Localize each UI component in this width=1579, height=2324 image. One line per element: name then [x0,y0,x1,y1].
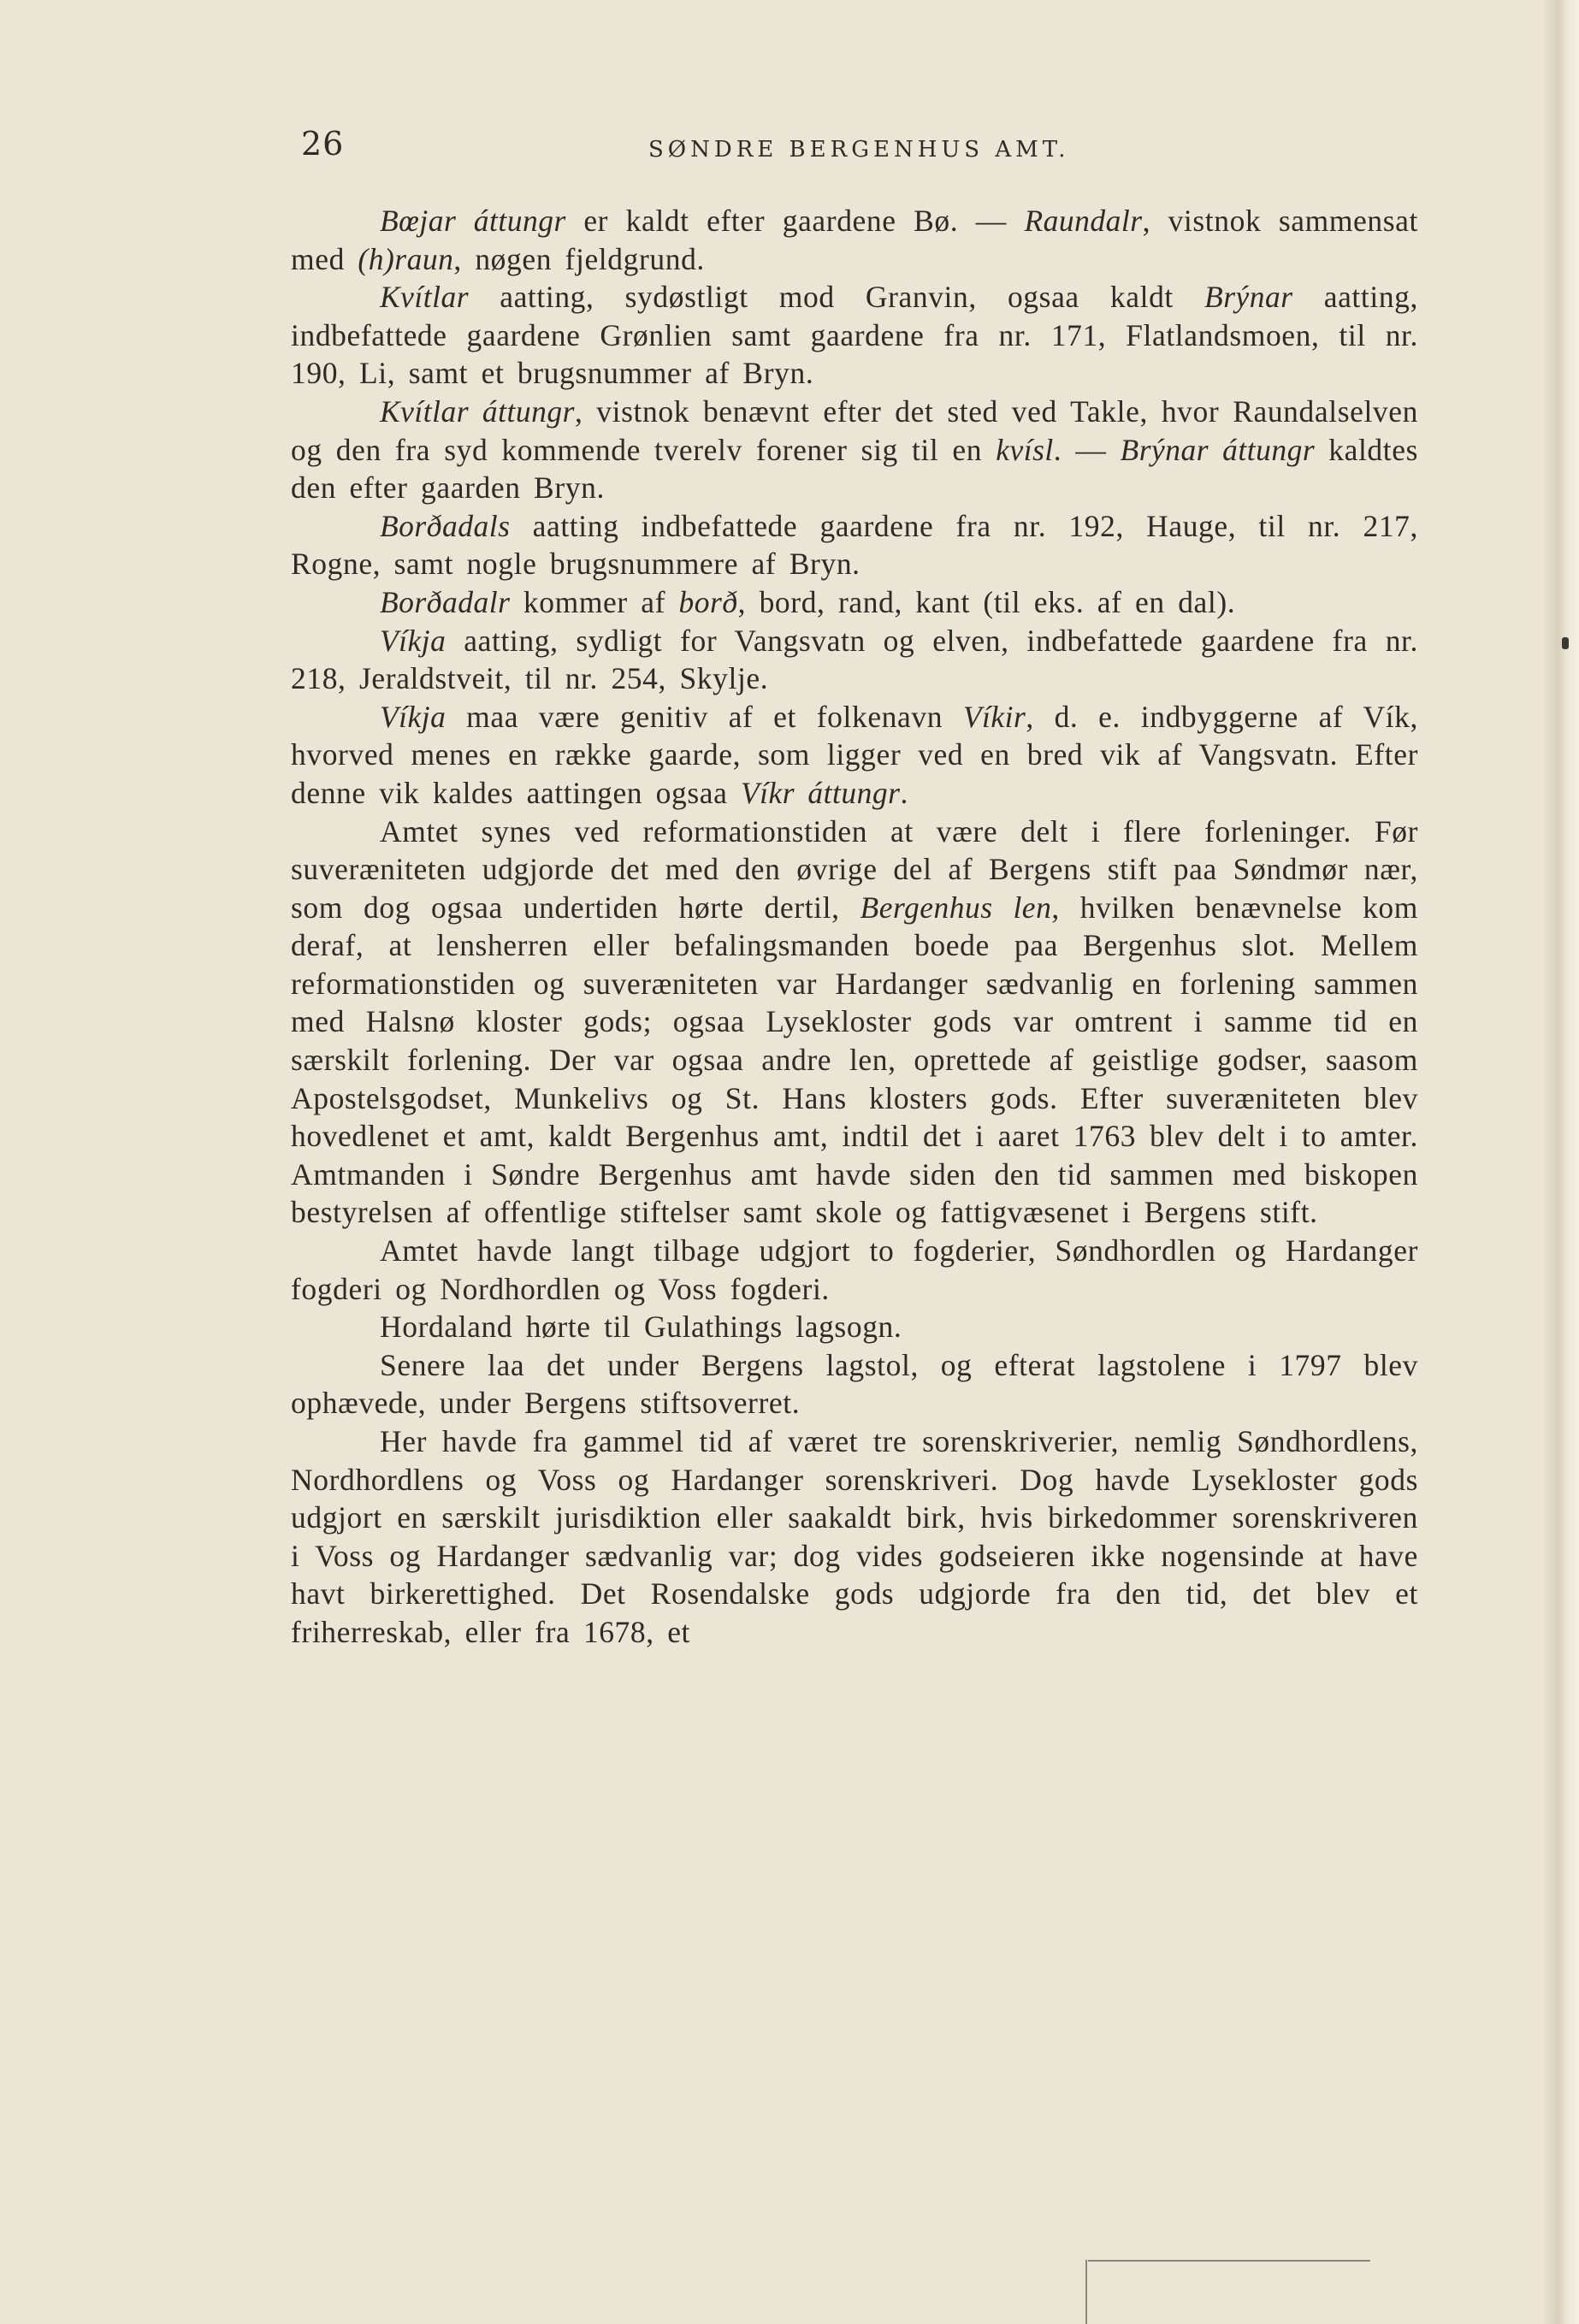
text-run: kaldtes den efter gaarden Bryn. [291,432,1418,506]
paragraph [291,278,1418,393]
paragraph [291,393,1418,507]
italic-term: Víkir [962,699,1026,734]
text-run: , vistnok sammensat med [291,204,1418,276]
text-run: , bord, rand, kant (til eks. af en dal). [737,584,1236,619]
text-run: aatting indbefattede gaardene fra nr. 192, Hauge, til nr. 217, Rogne, samt nogle brugsnummere af Bryn. [291,508,1418,582]
italic-term: Víkja [380,623,446,658]
text-run: Senere laa det under Bergens lagstol, og efterat lagstolene i 1797 blev ophævede, under Bergens stiftsoverret. [291,1347,1418,1421]
italic-term: borð [678,584,738,619]
text-run: Amtet havde langt tilbage udgjort to fogderier, Søndhordlen og Hardanger fogderi og Nordhordlen og Voss fogderi. [291,1233,1418,1306]
footer-tick [1085,2260,1087,2324]
paragraph [291,1346,1418,1422]
paragraph [291,698,1418,813]
text-run: . — [1053,432,1121,467]
italic-term: Brýnar [1204,280,1293,315]
italic-term: Bergenhus len [860,890,1052,925]
italic-term: kvísl [996,432,1054,467]
italic-term: Víkr áttungr [740,775,901,810]
running-head: SØNDRE BERGENHUS AMT. [648,137,1070,163]
paragraph [291,1422,1418,1652]
paragraph [291,583,1418,622]
paragraph [291,507,1418,583]
italic-term: Kvítlar [380,280,470,315]
text-run: aatting, sydøstligt mod Granvin, ogsaa kaldt [469,280,1205,315]
text-run: aatting, sydligt for Vangsvatn og elven, indbefattede gaardene fra nr. 218, Jeraldstveit, til nr. 254, Skylje. [291,623,1418,696]
text-run: , hvilken benævnelse kom deraf, at lensherren eller befalingsmanden boede paa Bergenhus slot. Mellem reformationstiden og suveræniteten var Hardanger sædvanlig en forlening sammen med Halsnø kloster gods; ogsaa Lysekloster gods var omtrent i samme tid en særskilt forlening. Der var ogsaa andre len, oprettede af geistlige godser, saasom Apostelsgodset, Munkelivs og St. Hans klosters gods. Efter suveræniteten blev hovedlenet et amt, kaldt Bergenhus amt, indtil det i aaret 1763 blev delt i to amter. Amtmanden i Søndre Bergenhus amt havde siden den tid sammen med biskopen bestyrelsen af offentlige stiftelser samt skole og fattigvæsenet i Bergens stift. [291,890,1418,1230]
text-run: , vistnok benævnt efter det sted ved Takle, hvor Raundalselven og den fra syd kommende tverelv forener sig til en [291,393,1418,467]
footer-rule [1088,2260,1370,2262]
text-run: . [900,775,908,810]
paragraph [291,202,1418,278]
text-run: aatting, indbefattede gaardene Grønlien samt gaardene fra nr. 171, Flatlandsmoen, til nr. 190, Li, samt et brugsnummer af Bryn. [291,280,1418,391]
text-run: Amtet synes ved reformationstiden at være delt i flere forleninger. Før suveræniteten udgjorde det med den øvrige del af Bergens stift paa Søndmør nær, som dog ogsaa undertiden hørte dertil, [291,813,1418,925]
italic-term: Bœjar áttungr [380,204,566,238]
italic-term: Borðadalr [380,584,511,619]
italic-term: (h)raun [358,241,454,276]
text-run: , nøgen fjeldgrund. [453,241,705,276]
italic-term: Kvítlar áttungr [380,393,575,429]
italic-term: Raundalr [1024,204,1143,238]
italic-term: Brýnar áttungr [1120,432,1316,467]
text-run: er kaldt efter gaardene Bø. — [565,204,1025,238]
text-run: Hordaland hørte til Gulathings lagsogn. [380,1310,902,1345]
margin-mark [1562,637,1569,649]
text-run: Her havde fra gammel tid af været tre sorenskriverier, nemlig Søndhordlens, Nordhordlens og Voss og Hardanger sorenskriveri. Dog havde Lysekloster gods udgjort en særskilt jurisdiktion eller saakaldt birk, hvis birkedommer sorenskriveren i Voss og Hardanger sædvanlig var; dog vides godseieren ikke nogensinde at have havt birkerettighed. Det Rosendalske gods udgjorde fra den tid, det blev et friherreskab, eller fra 1678, et [291,1424,1418,1649]
page-edge [1545,0,1579,2324]
paragraph [291,1308,1418,1346]
text-run: , d. e. indbyggerne af Vík, hvorved menes en række gaarde, som ligger ved en bred vik af Vangsvatn. Efter denne vik kaldes aattingen ogsaa [291,699,1419,810]
italic-term: Víkja [380,699,446,734]
paragraph [291,1232,1418,1308]
paragraph [291,622,1418,698]
text-run: maa være genitiv af et folkenavn [446,699,963,734]
paragraph [291,813,1418,1233]
page-number: 26 [301,125,345,163]
italic-term: Borðadals [380,508,511,543]
text-run: kommer af [510,584,679,619]
body-text [291,202,1418,1652]
